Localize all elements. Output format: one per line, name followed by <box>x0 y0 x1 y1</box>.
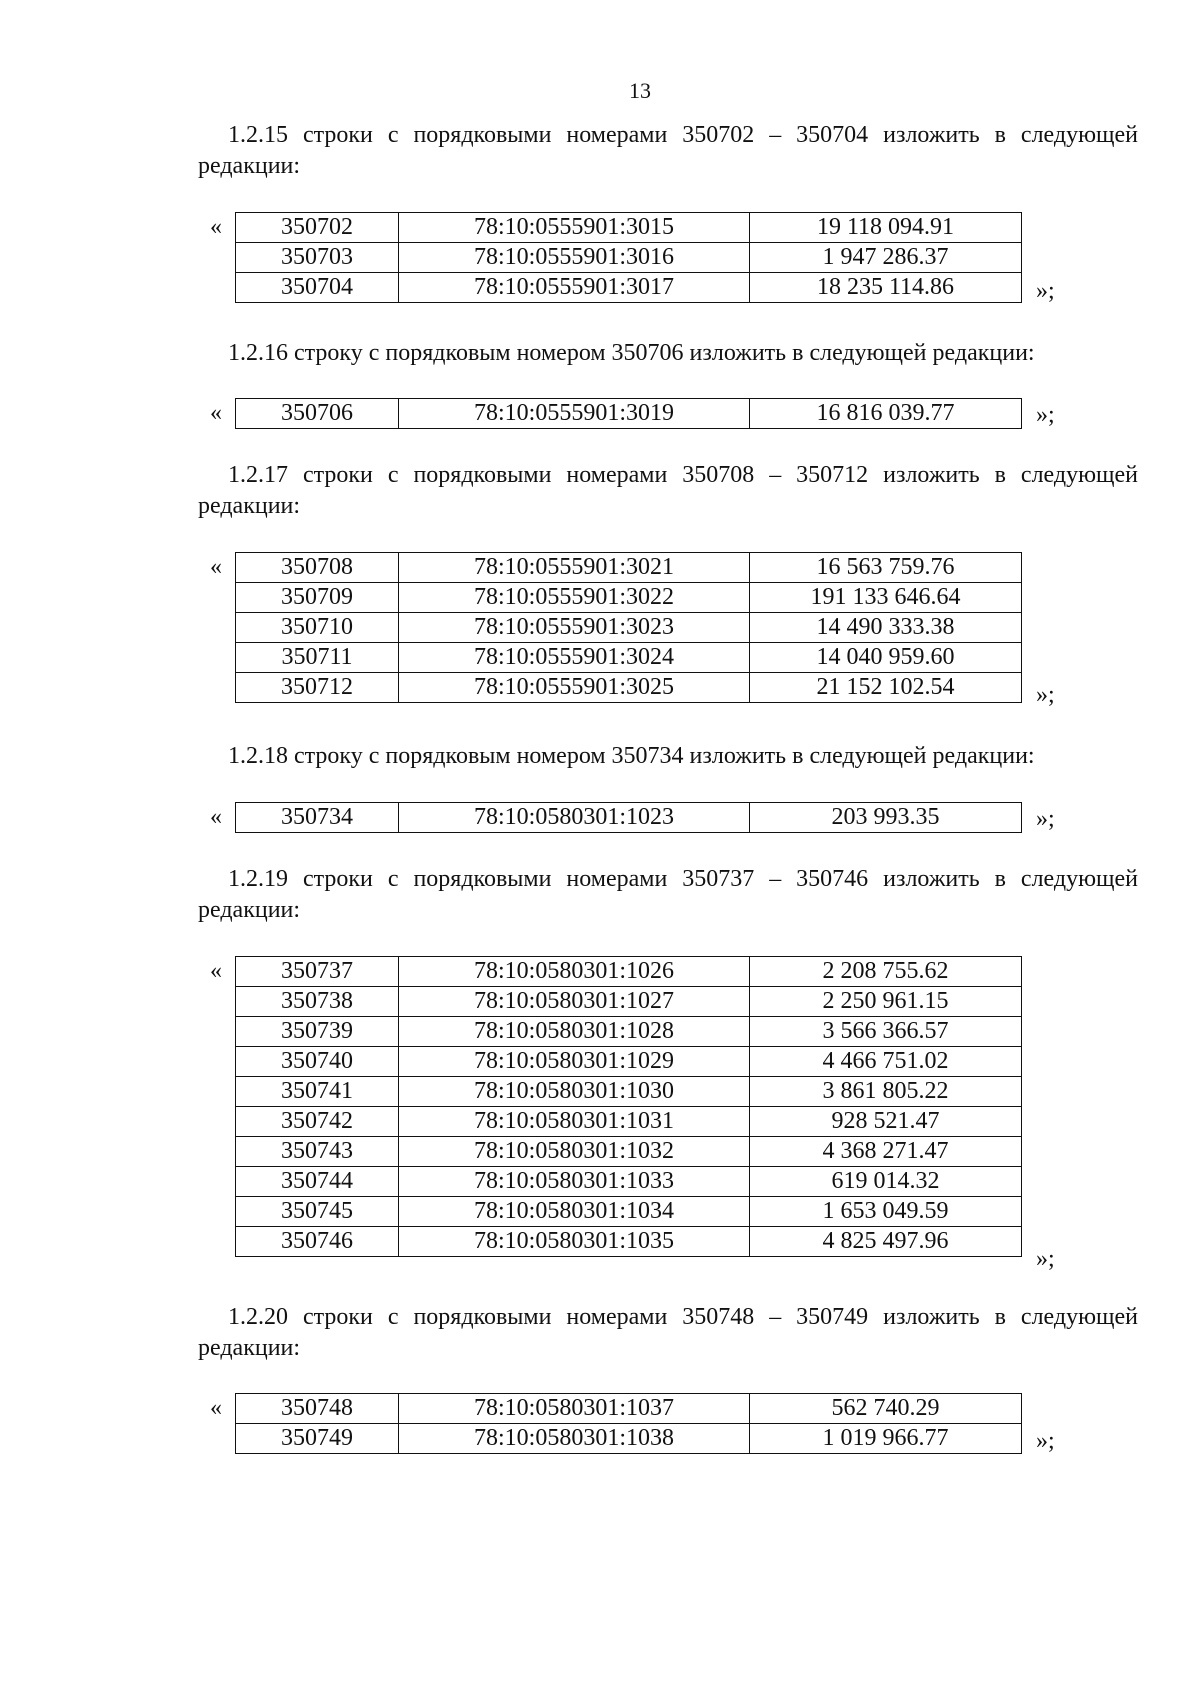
table-row <box>236 213 1022 243</box>
close-quote: »; <box>1036 682 1055 708</box>
value-cell: 619 014.32 <box>750 1167 1022 1197</box>
close-quote: »; <box>1036 806 1055 832</box>
cadastral-number-cell: 78:10:0555901:3021 <box>399 553 750 583</box>
row-number-cell: 350703 <box>236 243 399 273</box>
page-number: 13 <box>629 78 651 103</box>
cadastral-number-cell: 78:10:0580301:1027 <box>399 987 750 1017</box>
cadastral-number-cell: 78:10:0580301:1028 <box>399 1017 750 1047</box>
value-cell: 18 235 114.86 <box>750 273 1022 303</box>
table-1-2-20 <box>235 1393 1022 1454</box>
row-number-cell: 350704 <box>236 273 399 303</box>
table-1-2-15 <box>235 212 1022 303</box>
table-row <box>236 1167 1022 1197</box>
paragraph-1-2-16: 1.2.16 строку с порядковым номером 350706 изложить в следующей редакции: <box>228 340 1035 366</box>
close-quote: »; <box>1036 402 1055 428</box>
value-cell: 4 368 271.47 <box>750 1137 1022 1167</box>
value-cell: 16 816 039.77 <box>750 399 1022 429</box>
open-quote: « <box>210 958 222 984</box>
paragraph-1-2-17: 1.2.17 строки с порядковыми номерами 350708 – 350712 изложить в следующей редакции: <box>198 462 1138 519</box>
open-quote: « <box>210 400 222 426</box>
paragraph-1-2-19: 1.2.19 строки с порядковыми номерами 350737 – 350746 изложить в следующей редакции: <box>198 866 1138 923</box>
table-row <box>236 673 1022 703</box>
cadastral-number-cell: 78:10:0555901:3022 <box>399 583 750 613</box>
value-cell: 14 040 959.60 <box>750 643 1022 673</box>
table-1-2-18 <box>235 802 1022 833</box>
row-number-cell: 350709 <box>236 583 399 613</box>
table-1-2-16 <box>235 398 1022 429</box>
value-cell: 1 019 966.77 <box>750 1424 1022 1454</box>
row-number-cell: 350738 <box>236 987 399 1017</box>
row-number-cell: 350741 <box>236 1077 399 1107</box>
table-row <box>236 1137 1022 1167</box>
value-cell: 16 563 759.76 <box>750 553 1022 583</box>
cadastral-number-cell: 78:10:0580301:1032 <box>399 1137 750 1167</box>
table-row <box>236 1197 1022 1227</box>
table-row <box>236 987 1022 1017</box>
value-cell: 21 152 102.54 <box>750 673 1022 703</box>
row-number-cell: 350746 <box>236 1227 399 1257</box>
table-row <box>236 1017 1022 1047</box>
cadastral-number-cell: 78:10:0580301:1034 <box>399 1197 750 1227</box>
row-number-cell: 350744 <box>236 1167 399 1197</box>
cadastral-number-cell: 78:10:0580301:1026 <box>399 957 750 987</box>
cadastral-number-cell: 78:10:0580301:1033 <box>399 1167 750 1197</box>
row-number-cell: 350749 <box>236 1424 399 1454</box>
value-cell: 928 521.47 <box>750 1107 1022 1137</box>
value-cell: 14 490 333.38 <box>750 613 1022 643</box>
value-cell: 2 208 755.62 <box>750 957 1022 987</box>
row-number-cell: 350737 <box>236 957 399 987</box>
cadastral-number-cell: 78:10:0580301:1031 <box>399 1107 750 1137</box>
cadastral-number-cell: 78:10:0555901:3023 <box>399 613 750 643</box>
cadastral-number-cell: 78:10:0580301:1023 <box>399 803 750 833</box>
paragraph-1-2-20: 1.2.20 строки с порядковыми номерами 350748 – 350749 изложить в следующей редакции: <box>198 1304 1138 1361</box>
value-cell: 562 740.29 <box>750 1394 1022 1424</box>
cadastral-number-cell: 78:10:0555901:3017 <box>399 273 750 303</box>
value-cell: 19 118 094.91 <box>750 213 1022 243</box>
open-quote: « <box>210 554 222 580</box>
row-number-cell: 350743 <box>236 1137 399 1167</box>
table-row <box>236 1227 1022 1257</box>
open-quote: « <box>210 804 222 830</box>
row-number-cell: 350739 <box>236 1017 399 1047</box>
value-cell: 191 133 646.64 <box>750 583 1022 613</box>
value-cell: 3 861 805.22 <box>750 1077 1022 1107</box>
table-row <box>236 243 1022 273</box>
row-number-cell: 350748 <box>236 1394 399 1424</box>
row-number-cell: 350740 <box>236 1047 399 1077</box>
row-number-cell: 350711 <box>236 643 399 673</box>
row-number-cell: 350706 <box>236 399 399 429</box>
close-quote: »; <box>1036 1428 1055 1454</box>
open-quote: « <box>210 214 222 240</box>
cadastral-number-cell: 78:10:0580301:1037 <box>399 1394 750 1424</box>
cadastral-number-cell: 78:10:0555901:3025 <box>399 673 750 703</box>
value-cell: 203 993.35 <box>750 803 1022 833</box>
table-row <box>236 613 1022 643</box>
table-row <box>236 1394 1022 1424</box>
paragraph-1-2-15: 1.2.15 строки с порядковыми номерами 350702 – 350704 изложить в следующей редакции: <box>198 122 1138 179</box>
paragraph-1-2-18: 1.2.18 строку с порядковым номером 350734 изложить в следующей редакции: <box>228 743 1035 769</box>
table-1-2-17 <box>235 552 1022 703</box>
cadastral-number-cell: 78:10:0580301:1029 <box>399 1047 750 1077</box>
table-row <box>236 803 1022 833</box>
value-cell: 2 250 961.15 <box>750 987 1022 1017</box>
value-cell: 3 566 366.57 <box>750 1017 1022 1047</box>
value-cell: 1 947 286.37 <box>750 243 1022 273</box>
row-number-cell: 350734 <box>236 803 399 833</box>
table-1-2-19 <box>235 956 1022 1257</box>
cadastral-number-cell: 78:10:0580301:1035 <box>399 1227 750 1257</box>
value-cell: 4 466 751.02 <box>750 1047 1022 1077</box>
value-cell: 4 825 497.96 <box>750 1227 1022 1257</box>
cadastral-number-cell: 78:10:0580301:1030 <box>399 1077 750 1107</box>
table-row <box>236 1047 1022 1077</box>
cadastral-number-cell: 78:10:0555901:3015 <box>399 213 750 243</box>
table-row <box>236 643 1022 673</box>
table-row <box>236 957 1022 987</box>
table-row <box>236 553 1022 583</box>
close-quote: »; <box>1036 278 1055 304</box>
table-row <box>236 1107 1022 1137</box>
table-row <box>236 583 1022 613</box>
cadastral-number-cell: 78:10:0580301:1038 <box>399 1424 750 1454</box>
cadastral-number-cell: 78:10:0555901:3024 <box>399 643 750 673</box>
row-number-cell: 350742 <box>236 1107 399 1137</box>
table-row <box>236 1077 1022 1107</box>
row-number-cell: 350710 <box>236 613 399 643</box>
row-number-cell: 350702 <box>236 213 399 243</box>
close-quote: »; <box>1036 1246 1055 1272</box>
row-number-cell: 350712 <box>236 673 399 703</box>
cadastral-number-cell: 78:10:0555901:3016 <box>399 243 750 273</box>
table-row <box>236 399 1022 429</box>
row-number-cell: 350708 <box>236 553 399 583</box>
table-row <box>236 273 1022 303</box>
row-number-cell: 350745 <box>236 1197 399 1227</box>
open-quote: « <box>210 1395 222 1421</box>
value-cell: 1 653 049.59 <box>750 1197 1022 1227</box>
cadastral-number-cell: 78:10:0555901:3019 <box>399 399 750 429</box>
table-row <box>236 1424 1022 1454</box>
